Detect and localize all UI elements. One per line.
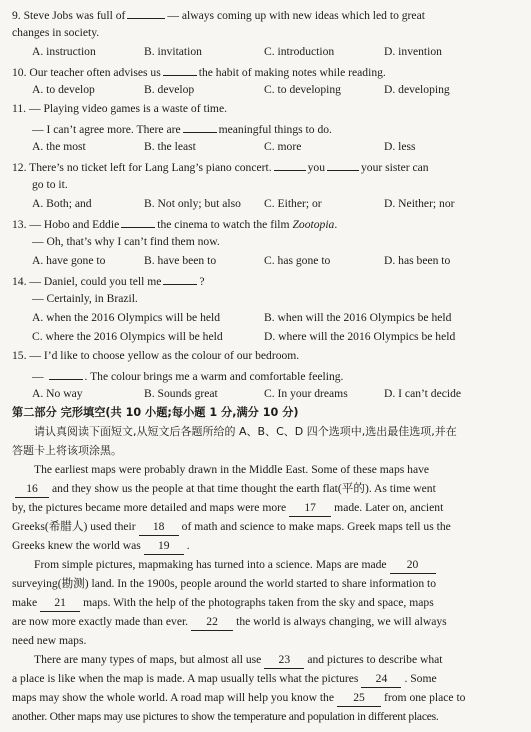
paragraph-text: from one place to [384, 691, 466, 704]
paragraph-text: by, the pictures became more detailed and maps were more [12, 501, 287, 514]
answer-blank [274, 156, 306, 171]
cloze-blank-23: 23 [264, 653, 304, 669]
question-12-stem-cont: go to it. [32, 178, 68, 191]
paragraph-text: From simple pictures, mapmaking has turned into a science. Maps are made [34, 558, 387, 571]
question-text: . The colour brings me a warm and comfortable feeling. [84, 370, 344, 383]
option-d: D. invention [384, 45, 442, 58]
cloze-blank-18: 18 [139, 520, 179, 536]
paragraph-text: and pictures to describe what [307, 653, 443, 666]
cloze-blank-25: 25 [337, 691, 381, 707]
option-d: D. has been to [384, 254, 451, 267]
question-text: meaningful things to do. [218, 123, 332, 136]
paragraph-text: . Some [404, 672, 437, 685]
option-b: B. when will the 2016 Olympics be held [264, 311, 452, 324]
question-text: 13. — Hobo and Eddie [12, 218, 120, 231]
option-c: C. has gone to [264, 254, 331, 267]
question-text: . [334, 218, 338, 231]
question-text: 12. There’s no ticket left for Lang Lang’s piano concert. [12, 161, 272, 174]
option-c: C. to developing [264, 83, 341, 96]
answer-blank [121, 213, 155, 228]
question-13-options [12, 251, 521, 270]
paragraph-line: The earliest maps were probably drawn in the Middle East. Some of these maps have [34, 463, 430, 476]
option-a: A. when the 2016 Olympics will be held [32, 311, 221, 324]
cloze-blank-24: 24 [361, 672, 401, 688]
question-11-reply [12, 118, 521, 137]
option-b: B. have been to [144, 254, 217, 267]
option-b: B. invitation [144, 45, 202, 58]
option-d: D. developing [384, 83, 450, 96]
paragraph-line [12, 612, 521, 631]
option-b: B. the least [144, 140, 196, 153]
section-heading: 第二部分 完形填空(共 10 小题;每小题 1 分,满分 10 分) [12, 406, 299, 419]
question-9-options [12, 42, 521, 61]
question-9-stem-cont: changes in society. [12, 26, 100, 39]
paragraph-line: another. Other maps may use pictures to show the temperature and population in different places. [12, 710, 439, 723]
cloze-blank-20: 20 [390, 558, 436, 574]
paragraph-text: made. Later on, ancient [334, 501, 444, 514]
question-text: — I can’t agree more. There are [32, 123, 181, 136]
option-b: B. Not only; but also [144, 197, 241, 210]
paragraph-line: surveying(勘测) land. In the 1900s, people around the world started to share information to [12, 577, 437, 590]
question-13-reply: — Oh, that’s why I can’t find them now. [32, 235, 220, 248]
option-d: D. Neither; nor [384, 197, 455, 210]
paragraph-line [12, 669, 521, 688]
cloze-paragraph-3 [12, 650, 521, 726]
question-13-stem [12, 213, 521, 232]
question-12-stem [12, 156, 521, 175]
cloze-blank-19: 19 [144, 539, 184, 555]
paragraph-line: need new maps. [12, 634, 87, 647]
question-text: 10. Our teacher often advises us [12, 66, 161, 79]
paragraph-text: the world is always changing, we will always [236, 615, 447, 628]
option-a: A. the most [32, 140, 86, 153]
paragraph-line [12, 536, 521, 555]
option-a: A. instruction [32, 45, 96, 58]
paragraph-text: maps. With the help of the photographs taken from the sky and space, maps [83, 596, 434, 609]
cloze-blank-21: 21 [40, 596, 80, 612]
cloze-blank-22: 22 [191, 615, 233, 631]
question-12-options [12, 194, 521, 213]
option-c: C. introduction [264, 45, 335, 58]
question-15-reply: — . The colour brings me a warm and comfortable feeling. [12, 365, 521, 384]
paragraph-text: Greeks knew the world was [12, 539, 141, 552]
paragraph-text: make [12, 596, 38, 609]
answer-blank [163, 61, 197, 76]
answer-blank [183, 118, 217, 133]
paragraph-line [12, 479, 521, 498]
question-text: — always coming up with new ideas which led to great [167, 9, 425, 22]
option-a: A. have gone to [32, 254, 106, 267]
question-10-options [12, 80, 521, 99]
paragraph-text: a place is like when the map is made. A map usually tells what the pictures [12, 672, 359, 685]
question-11-stem: 11. — Playing video games is a waste of time. [12, 102, 227, 115]
question-9-stem [12, 4, 521, 23]
paragraph-text: maps may show the whole world. A road map will help you know the [12, 691, 335, 704]
option-b: B. develop [144, 83, 195, 96]
question-text: you [307, 161, 325, 174]
option-a: A. No way [32, 387, 83, 400]
question-14-options-ab [12, 308, 521, 327]
cloze-blank-16: 16 [15, 482, 49, 498]
paragraph-text: of math and science to make maps. Greek maps tell us the [181, 520, 451, 533]
option-c: C. In your dreams [264, 387, 348, 400]
paragraph-line [12, 498, 521, 517]
paragraph-text: Greeks(希腊人) used their [12, 520, 136, 533]
question-14-reply: — Certainly, in Brazil. [32, 292, 138, 305]
option-c: C. where the 2016 Olympics will be held [32, 330, 223, 343]
paragraph-text: There are many types of maps, but almost all use [34, 653, 262, 666]
option-b: B. Sounds great [144, 387, 218, 400]
paragraph-text: and they show us the people at that time thought the earth flat(平的). As time went [52, 482, 436, 495]
paragraph-line [12, 688, 521, 707]
question-text: your sister can [360, 161, 429, 174]
question-text: the cinema to watch the film [157, 218, 290, 231]
option-a: A. to develop [32, 83, 95, 96]
paragraph-text: . [186, 539, 190, 552]
question-text: 9. Steve Jobs was full of [12, 9, 126, 22]
film-title: Zootopia [292, 218, 335, 231]
section-instruction: 请认真阅读下面短文,从短文后各题所给的 A、B、C、D 四个选项中,选出最佳选项,并在 [34, 425, 457, 438]
answer-blank [49, 365, 83, 380]
option-d: D. I can’t decide [384, 387, 462, 400]
option-c: C. Either; or [264, 197, 322, 210]
answer-blank [163, 270, 197, 285]
option-d: D. less [384, 140, 416, 153]
answer-blank [127, 4, 165, 19]
paragraph-line [12, 650, 521, 669]
question-15-options [12, 384, 521, 403]
answer-blank [327, 156, 359, 171]
question-text: ? [199, 275, 205, 288]
question-14-options-cd [12, 327, 521, 346]
cloze-paragraph-1 [12, 460, 521, 555]
question-11-options [12, 137, 521, 156]
question-15-stem: 15. — I’d like to choose yellow as the colour of our bedroom. [12, 349, 300, 362]
option-c: C. more [264, 140, 302, 153]
paragraph-line [12, 555, 521, 574]
cloze-blank-17: 17 [289, 501, 331, 517]
paragraph-line [12, 593, 521, 612]
cloze-paragraph-2 [12, 555, 521, 650]
paragraph-text: are now more exactly made than ever. [12, 615, 189, 628]
question-text: the habit of making notes while reading. [198, 66, 386, 79]
paragraph-line [12, 517, 521, 536]
option-d: D. where will the 2016 Olympics be held [264, 330, 456, 343]
question-text: 14. — Daniel, could you tell me [12, 275, 162, 288]
section-instruction-cont: 答题卡上将该项涂黑。 [12, 444, 122, 457]
question-10-stem [12, 61, 521, 80]
question-14-stem [12, 270, 521, 289]
option-a: A. Both; and [32, 197, 92, 210]
